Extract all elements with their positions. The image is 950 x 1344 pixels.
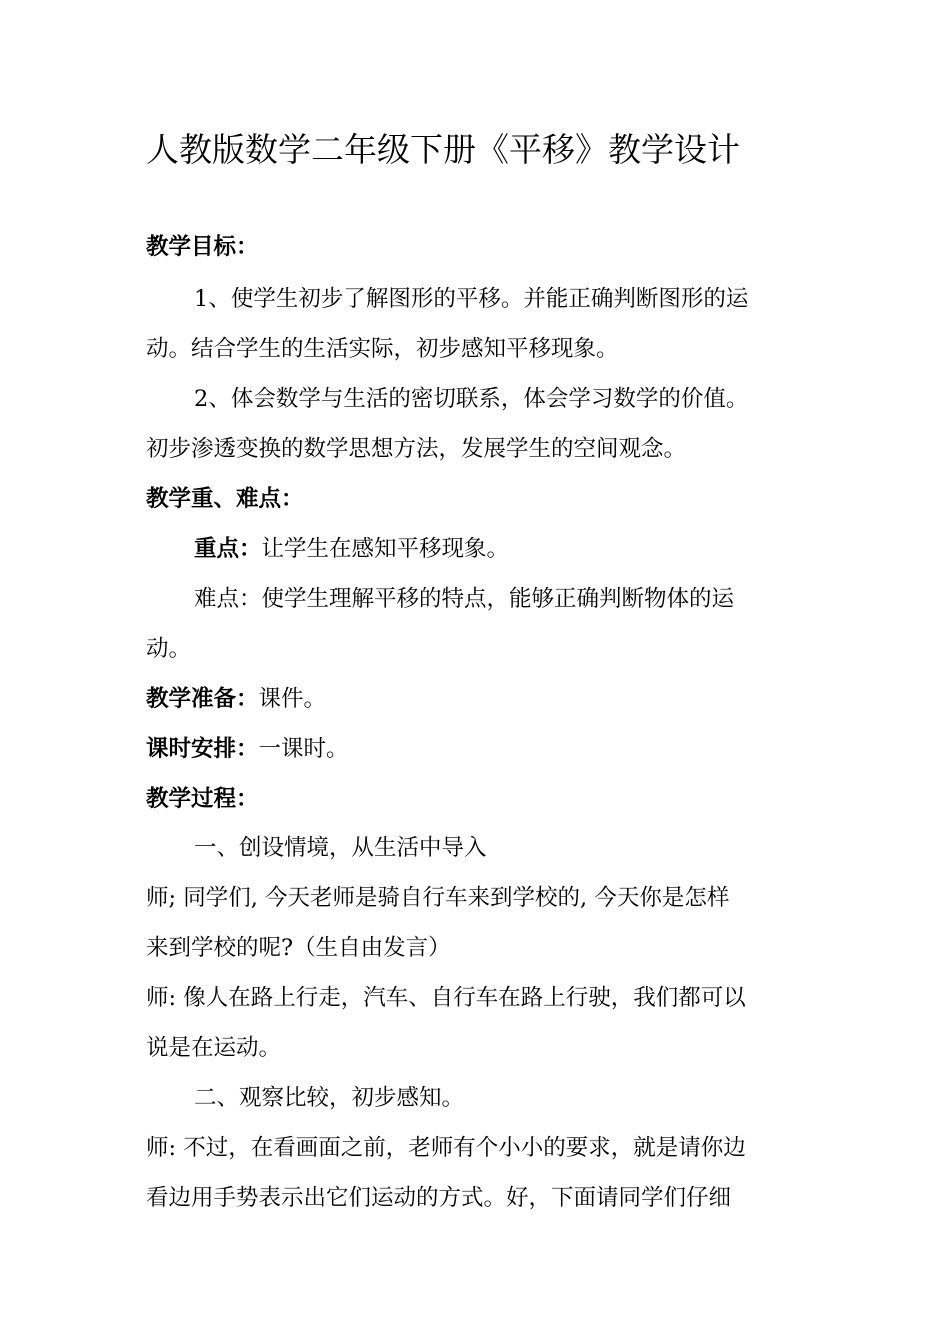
paragraph-2-line-2: 说是在运动。: [146, 1035, 282, 1061]
schedule-text: 一课时。: [258, 736, 349, 762]
key-points-heading: 教学重、难点：: [146, 486, 304, 512]
process-heading: 教学过程：: [146, 786, 259, 812]
preparation-text: 课件。: [258, 686, 327, 712]
preparation-line: [146, 683, 326, 715]
goals-heading: 教学目标：: [146, 234, 259, 260]
document-title: 人教版数学二年级下册《平移》教学设计: [146, 130, 740, 169]
goal-2-line-2: 初步渗透变换的数学思想方法，发展学生的空间观念。: [146, 436, 687, 462]
difficulty-line-2: 动。: [146, 636, 192, 662]
paragraph-3-line-1: 师: 不过，在看画面之前，老师有个小小的要求，就是请你边: [146, 1135, 746, 1161]
paragraph-1-line-1: 师; 同学们, 今天老师是骑自行车来到学校的, 今天你是怎样: [146, 885, 730, 911]
section-1-title: 一、创设情境，从生活中导入: [194, 835, 487, 861]
goal-2-line-1: 2、体会数学与生活的密切联系，体会学习数学的价值。: [194, 386, 749, 412]
preparation-label: 教学准备：: [146, 686, 259, 712]
schedule-label: 课时安排：: [146, 736, 259, 762]
schedule-line: [146, 733, 349, 765]
paragraph-1-line-2: 来到学校的呢?（生自由发言）: [146, 935, 451, 961]
difficulty-line-1: 难点：使学生理解平移的特点，能够正确判断物体的运: [194, 586, 735, 612]
section-2-title: 二、观察比较，初步感知。: [194, 1085, 465, 1111]
goal-1-line-2: 动。结合学生的生活实际，初步感知平移现象。: [146, 336, 619, 362]
focus-text: 让学生在感知平移现象。: [261, 536, 510, 562]
focus-label: 重点：: [194, 536, 262, 562]
paragraph-3-line-2: 看边用手势表示出它们运动的方式。好，下面请同学们仔细: [146, 1185, 732, 1211]
focus-line: [194, 533, 509, 565]
goal-1-line-1: 1、使学生初步了解图形的平移。并能正确判断图形的运: [194, 286, 749, 312]
paragraph-2-line-1: 师: 像人在路上行走，汽车、自行车在路上行驶，我们都可以: [146, 985, 746, 1011]
